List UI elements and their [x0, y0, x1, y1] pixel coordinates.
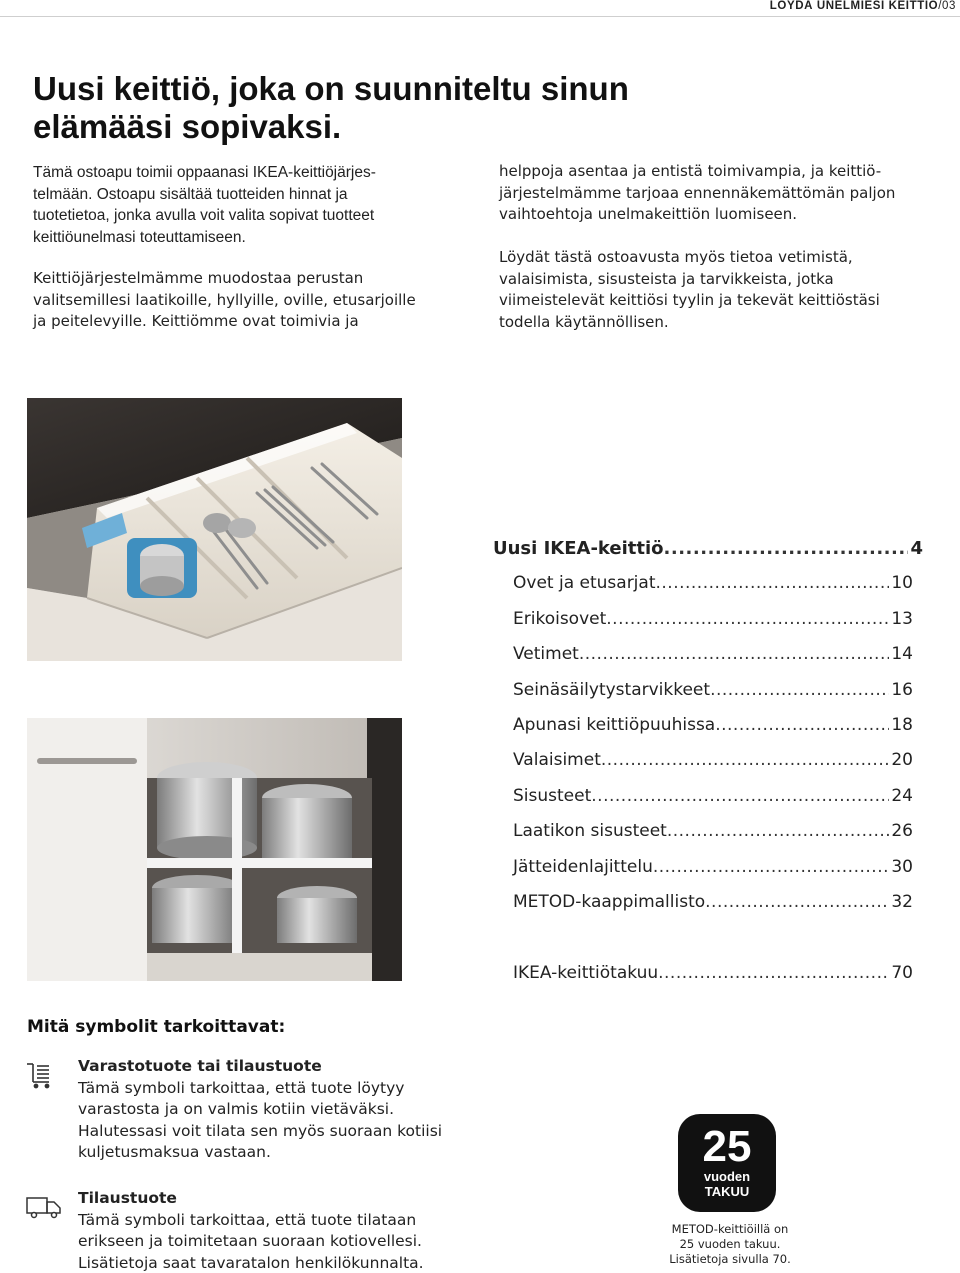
order-symbol-description — [78, 1188, 478, 1273]
body-paragraph-4 — [499, 247, 939, 333]
header-rule — [0, 16, 960, 17]
toc-item-warranty[interactable] — [513, 963, 913, 987]
header-page: /03 — [938, 0, 956, 12]
intro-line: tuotetietoa, jonka avulla voit valita sopivat tuotteet — [33, 207, 375, 224]
toc-page: 32 — [891, 892, 913, 912]
toc-label: Laatikon sisusteet — [513, 821, 667, 841]
toc-leader — [653, 857, 890, 877]
page-title — [33, 70, 733, 146]
toc-item[interactable] — [513, 786, 913, 810]
intro-paragraph — [33, 162, 463, 248]
toc-label: Erikoisovet — [513, 609, 607, 629]
toc-item[interactable] — [513, 573, 913, 597]
toc-heading[interactable] — [493, 538, 923, 562]
toc-leader — [591, 786, 889, 806]
sym-line: Lisätietoja saat tavaratalon henkilökunnalta. — [78, 1253, 424, 1272]
toc-label: Valaisimet — [513, 750, 601, 770]
para-line: helppoja asentaa ja entistä toimivampia, ja keittiö- — [499, 162, 882, 180]
intro-line: Tämä ostoapu toimii oppaanasi IKEA-keittiöjärjes- — [33, 164, 376, 181]
toc-leader — [655, 573, 889, 593]
body-paragraph-2 — [33, 268, 463, 333]
para-line: valaisimista, sisusteista ja tarvikkeista, jotka — [499, 269, 834, 288]
toc-leader — [715, 715, 889, 735]
toc-label: Sisusteet — [513, 786, 592, 806]
toc-page: 10 — [891, 573, 913, 593]
intro-line: keittiöunelmasi toteuttamiseen. — [33, 228, 246, 246]
title-line-1: Uusi keittiö, joka on suunniteltu sinun — [33, 70, 629, 107]
sym-line: Tämä symboli tarkoittaa, että tuote tilataan — [78, 1210, 417, 1229]
cutlery-drawer-photo — [27, 398, 402, 661]
toc-page: 13 — [891, 609, 913, 629]
stock-symbol-description — [78, 1056, 478, 1164]
toc-item[interactable] — [513, 609, 913, 633]
toc-item[interactable] — [513, 857, 913, 881]
symbols-title: Mitä symbolit tarkoittavat: — [27, 1017, 286, 1037]
toc-item[interactable] — [513, 644, 913, 668]
order-symbol-heading: Tilaustuote — [78, 1189, 177, 1207]
para-line: todella käytännöllisen. — [499, 312, 669, 331]
sym-line: Halutessasi voit tilata sen myös suoraan kotiisi — [78, 1121, 443, 1140]
toc-page: 14 — [891, 644, 913, 664]
warranty-badge — [678, 1114, 776, 1212]
toc-page: 20 — [891, 750, 913, 770]
para-line: valitsemillesi laatikoille, hyllyille, oville, etusarjoille — [33, 290, 416, 309]
body-paragraph-3 — [499, 161, 939, 226]
toc-leader — [705, 892, 889, 912]
toc-label: Ovet ja etusarjat — [513, 573, 656, 593]
toc-label: METOD-kaappimallisto — [513, 892, 706, 912]
delivery-truck-icon — [25, 1192, 65, 1232]
pot-drawer-photo — [27, 718, 402, 981]
toc-item[interactable] — [513, 715, 913, 739]
badge-line-2: TAKUU — [704, 1184, 750, 1199]
toc-leader — [710, 680, 889, 700]
toc-label: Vetimet — [513, 644, 579, 664]
badge-line-1: vuoden — [703, 1169, 751, 1184]
toc-page: 26 — [891, 821, 913, 841]
toc-leader — [601, 750, 890, 770]
toc-page: 70 — [891, 963, 913, 983]
toc-item[interactable] — [513, 821, 913, 845]
para-line: Keittiöjärjestelmämme muodostaa perustan — [33, 269, 364, 287]
stock-symbol-heading: Varastotuote tai tilaustuote — [78, 1057, 322, 1075]
sym-line: kuljetusmaksua vastaan. — [78, 1143, 271, 1161]
sym-line: Tämä symboli tarkoittaa, että tuote löytyy — [78, 1078, 405, 1097]
warranty-caption — [650, 1222, 810, 1267]
caption-line: METOD-keittiöillä on — [671, 1222, 789, 1236]
sym-line: varastosta ja on valmis kotiin vietäväksi. — [78, 1100, 395, 1118]
para-line: ja peitelevyille. Keittiömme ovat toimivia ja — [33, 312, 359, 330]
running-header — [770, 0, 956, 12]
title-line-2: elämääsi sopivaksi. — [33, 108, 342, 145]
caption-line: 25 vuoden takuu. — [679, 1237, 781, 1251]
toc-page: 18 — [891, 715, 913, 735]
toc-leader — [606, 609, 889, 629]
para-line: Löydät tästä ostoavusta myös tietoa vetimistä, — [499, 248, 853, 266]
para-line: viimeistelevät keittiösi tyylin ja tekevät keittiöstäsi — [499, 291, 880, 309]
toc-label: Apunasi keittiöpuuhissa — [513, 715, 716, 735]
toc-page: 16 — [891, 680, 913, 700]
para-line: vaihtoehtoja unelmakeittiön luomiseen. — [499, 205, 798, 223]
toc-label: IKEA-keittiötakuu — [513, 963, 659, 983]
toc-leader — [664, 538, 909, 559]
toc-item[interactable] — [513, 892, 913, 916]
para-line: järjestelmämme tarjoaa ennennäkemättömän paljon — [499, 183, 896, 202]
caption-line: Lisätietoja sivulla 70. — [669, 1252, 791, 1266]
toc-page: 30 — [891, 857, 913, 877]
toc-page: 4 — [910, 538, 923, 559]
toc-leader — [667, 821, 890, 841]
toc-leader — [658, 963, 889, 983]
toc-label: Jätteidenlajittelu — [513, 857, 653, 877]
toc-item[interactable] — [513, 680, 913, 704]
toc-item[interactable] — [513, 750, 913, 774]
sym-line: erikseen ja toimitetaan suoraan kotiovellesi. — [78, 1232, 422, 1250]
cart-stock-icon — [25, 1058, 65, 1098]
toc-page: 24 — [891, 786, 913, 806]
toc-label: Uusi IKEA-keittiö — [493, 538, 664, 559]
badge-number: 25 — [702, 1122, 752, 1171]
toc-leader — [579, 644, 890, 664]
intro-line: telmään. Ostoapu sisältää tuotteiden hinnat ja — [33, 185, 348, 203]
toc-label: Seinäsäilytystarvikkeet — [513, 680, 711, 700]
header-section: LÖYDÄ UNELMIESI KEITTIÖ — [769, 0, 939, 12]
